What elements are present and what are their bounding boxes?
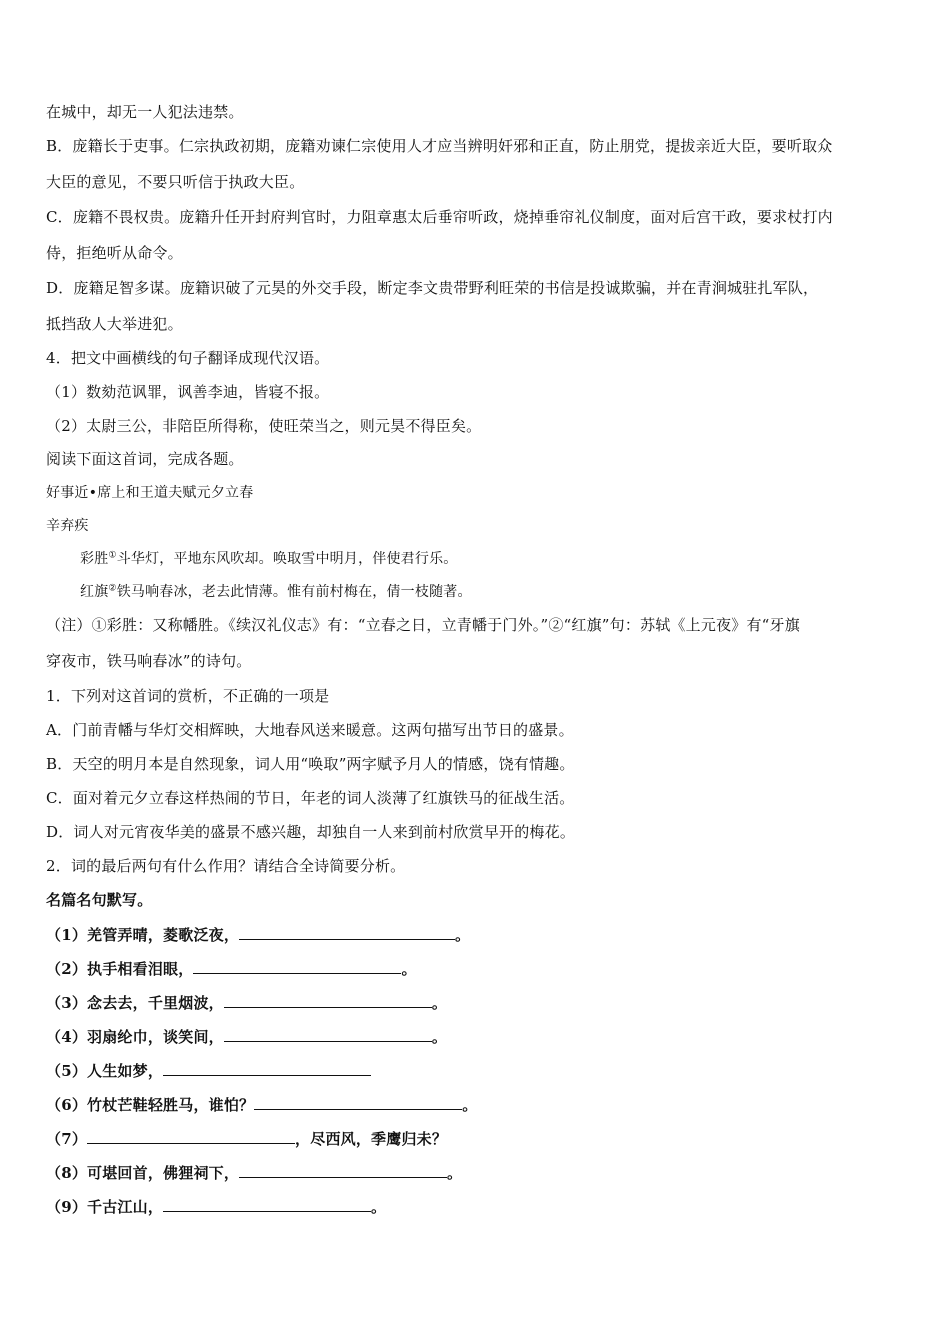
poem-line-1: 彩胜①斗华灯，平地东风吹却。唤取雪中明月，伴使君行乐。 xyxy=(80,550,458,567)
answer-blank[interactable] xyxy=(239,925,455,940)
section-heading: 名篇名句默写。 xyxy=(46,891,153,909)
answer-blank[interactable] xyxy=(87,1129,295,1144)
answer-blank[interactable] xyxy=(163,1061,371,1076)
note-line-1: （注）①彩胜：又称幡胜。《续汉礼仪志》有：“立春之日，立青幡于门外。”②“红旗”句：苏轼《上元夜》有“牙旗 xyxy=(46,616,800,634)
question-4-part-1: （1）数劾范讽罪，讽善李迪，皆寝不报。 xyxy=(46,383,330,401)
fill-item-6: （6）竹杖芒鞋轻胜马，谁怕？ 。 xyxy=(46,1096,478,1114)
fill-item-9: （9）千古江山， 。 xyxy=(46,1198,387,1216)
option-d-line-1: D．庞籍足智多谋。庞籍识破了元昊的外交手段，断定李文贵带野利旺荣的书信是投诚欺骗，并在青涧城驻扎军队， xyxy=(46,279,819,297)
poem-author: 辛弃疾 xyxy=(46,518,89,534)
choice-d: D．词人对元宵夜华美的盛景不感兴趣，却独自一人来到前村欣赏早开的梅花。 xyxy=(46,823,576,841)
reading-instruction: 阅读下面这首词，完成各题。 xyxy=(46,450,244,468)
choice-c: C．面对着元夕立春这样热闹的节日，年老的词人淡薄了红旗铁马的征战生活。 xyxy=(46,789,575,807)
fill-item-1: （1）羌管弄晴，菱歌泛夜， 。 xyxy=(46,926,471,944)
fill-item-7: （7） ，尽西风，季鹰归未？ xyxy=(46,1130,448,1148)
answer-blank[interactable] xyxy=(254,1095,462,1110)
option-c-line-1: C．庞籍不畏权贵。庞籍升任开封府判官时，力阻章惠太后垂帘听政，烧掉垂帘礼仪制度，面对后宫干政，要求杖打内 xyxy=(46,208,833,226)
question-4-part-2: （2）太尉三公，非陪臣所得称，使旺荣当之，则元昊不得臣矣。 xyxy=(46,417,482,435)
choice-b: B．天空的明月本是自然现象，词人用“唤取”两字赋予月人的情感，饶有情趣。 xyxy=(46,755,575,773)
option-b-line-2: 大臣的意见，不要只听信于执政大臣。 xyxy=(46,173,305,191)
poem-line-2: 红旗②铁马响春冰，老去此情薄。惟有前村梅在，倩一枝随著。 xyxy=(80,583,472,600)
question-2: 2．词的最后两句有什么作用？请结合全诗简要分析。 xyxy=(46,857,406,875)
answer-blank[interactable] xyxy=(239,1163,447,1178)
note-line-2: 穿夜市，铁马响春冰”的诗句。 xyxy=(46,652,252,670)
answer-blank[interactable] xyxy=(163,1197,371,1212)
answer-blank[interactable] xyxy=(224,993,432,1008)
text-line: 在城中，却无一人犯法违禁。 xyxy=(46,103,244,121)
fill-item-2: （2）执手相看泪眼， 。 xyxy=(46,960,417,978)
fill-item-5: （5）人生如梦， xyxy=(46,1061,371,1081)
choice-a: A．门前青幡与华灯交相辉映，大地春风送来暖意。这两句描写出节日的盛景。 xyxy=(46,721,574,739)
fill-item-3: （3）念去去，千里烟波， 。 xyxy=(46,994,448,1012)
poem-title: 好事近•席上和王道夫赋元夕立春 xyxy=(46,485,254,501)
fill-item-8: （8）可堪回首，佛狸祠下， 。 xyxy=(46,1164,463,1182)
option-b-line-1: B．庞籍长于吏事。仁宗执政初期，庞籍劝谏仁宗使用人才应当辨明奸邪和正直，防止朋党，提拔亲近大臣，要听取众 xyxy=(46,137,833,155)
fill-item-4: （4）羽扇纶巾，谈笑间， 。 xyxy=(46,1028,448,1046)
answer-blank[interactable] xyxy=(224,1027,432,1042)
question-1: 1．下列对这首词的赏析，不正确的一项是 xyxy=(46,687,330,705)
question-4: 4．把文中画横线的句子翻译成现代汉语。 xyxy=(46,349,330,367)
answer-blank[interactable] xyxy=(193,959,401,974)
option-c-line-2: 侍，拒绝听从命令。 xyxy=(46,244,183,262)
option-d-line-2: 抵挡敌人大举进犯。 xyxy=(46,315,183,333)
